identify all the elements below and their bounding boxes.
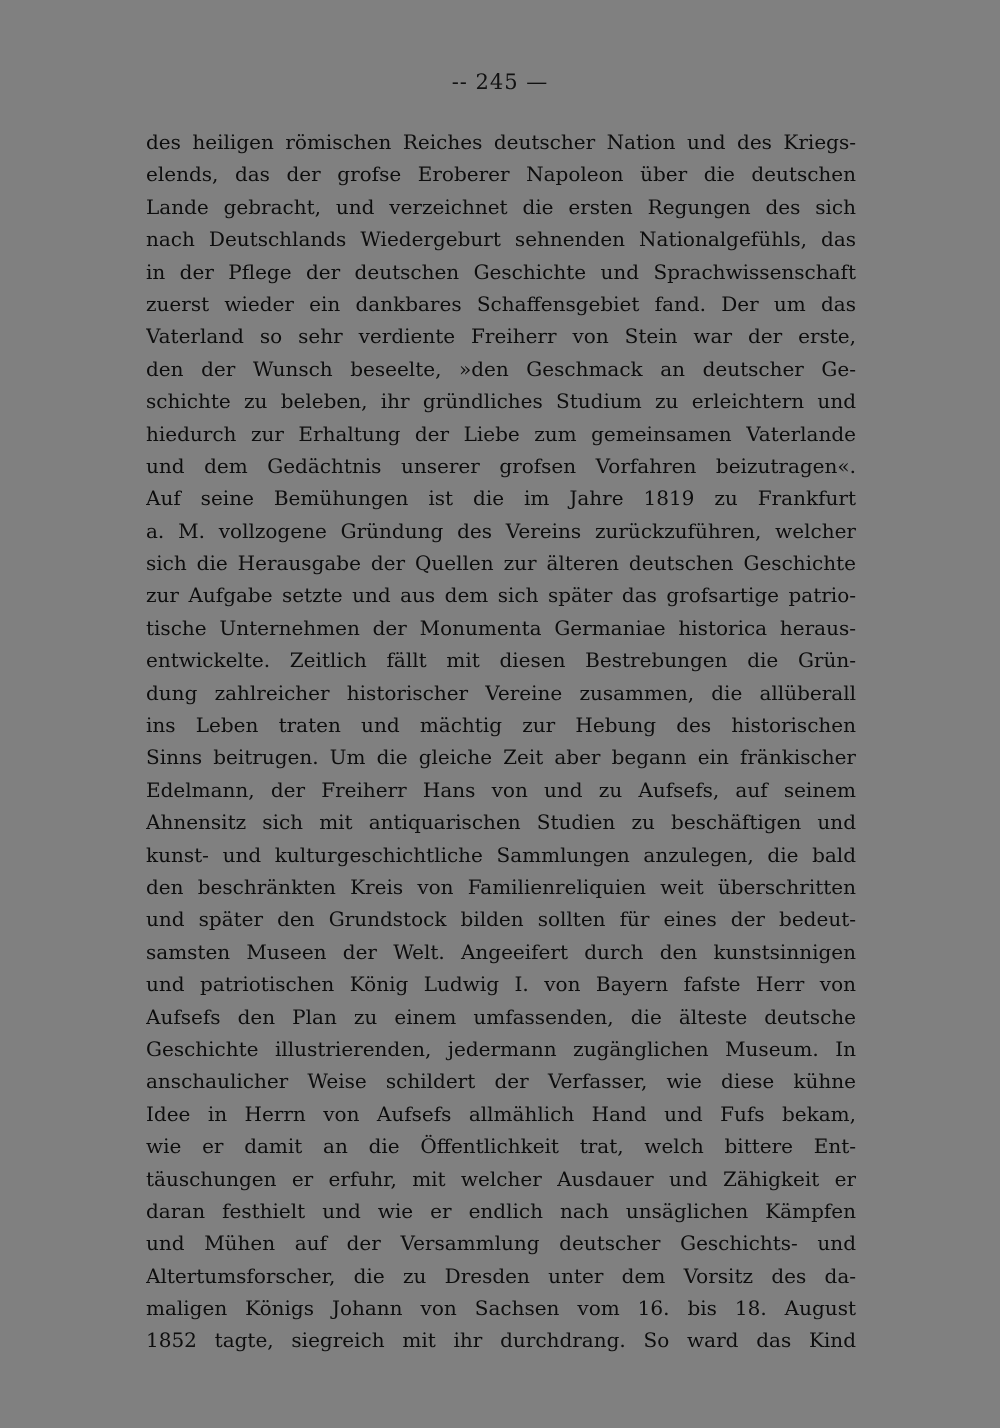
- text-line: Edelmann, der Freiherr Hans von und zu Aufsefs, auf seinem: [146, 777, 856, 802]
- text-line: zur Aufgabe setzte und aus dem sich später das grofsartige patrio-: [146, 583, 856, 608]
- text-line: samsten Museen der Welt. Angeeifert durch den kunstsinnigen: [146, 939, 856, 964]
- text-line: maligen Königs Johann von Sachsen vom 16. bis 18. August: [146, 1296, 856, 1321]
- text-line: und später den Grundstock bilden sollten für eines der bedeut-: [146, 907, 856, 932]
- text-line: daran festhielt und wie er endlich nach unsäglichen Kämpfen: [146, 1198, 856, 1223]
- page-number: -- 245 —: [451, 70, 549, 94]
- text-line: täuschungen er erfuhr, mit welcher Ausdauer und Zähigkeit er: [146, 1166, 856, 1191]
- text-line: Altertumsforscher, die zu Dresden unter dem Vorsitz des da-: [146, 1263, 856, 1288]
- text-line: nach Deutschlands Wiedergeburt sehnenden Nationalgefühls, das: [146, 227, 856, 252]
- text-line: Ahnensitz sich mit antiquarischen Studien zu beschäftigen und: [146, 810, 856, 835]
- text-line: dung zahlreicher historischer Vereine zusammen, die allüberall: [146, 680, 856, 705]
- text-line: in der Pflege der deutschen Geschichte und Sprachwissenschaft: [146, 259, 856, 284]
- text-line: Lande gebracht, und verzeichnet die ersten Regungen des sich: [146, 194, 856, 219]
- text-line: 1852 tagte, siegreich mit ihr durchdrang. So ward das Kind: [146, 1328, 856, 1353]
- text-line: anschaulicher Weise schildert der Verfasser, wie diese kühne: [146, 1069, 856, 1094]
- text-line: und dem Gedächtnis unserer grofsen Vorfahren beizutragen«.: [146, 453, 856, 478]
- text-line: a. M. vollzogene Gründung des Vereins zurückzuführen, welcher: [146, 518, 856, 543]
- text-line: Auf seine Bemühungen ist die im Jahre 1819 zu Frankfurt: [146, 486, 856, 511]
- text-line: tische Unternehmen der Monumenta Germaniae historica heraus-: [146, 615, 856, 640]
- text-line: kunst- und kulturgeschichtliche Sammlungen anzulegen, die bald: [146, 842, 856, 867]
- text-line: schichte zu beleben, ihr gründliches Studium zu erleichtern und: [146, 389, 856, 414]
- text-line: hiedurch zur Erhaltung der Liebe zum gemeinsamen Vaterlande: [146, 421, 856, 446]
- text-line: ins Leben traten und mächtig zur Hebung des historischen: [146, 713, 856, 738]
- text-line: Aufsefs den Plan zu einem umfassenden, die älteste deutsche: [146, 1004, 856, 1029]
- text-line: entwickelte. Zeitlich fällt mit diesen Bestrebungen die Grün-: [146, 648, 856, 673]
- text-line: elends, das der grofse Eroberer Napoleon über die deutschen: [146, 162, 856, 187]
- text-line: sich die Herausgabe der Quellen zur älteren deutschen Geschichte: [146, 551, 856, 576]
- text-line: zuerst wieder ein dankbares Schaffensgebiet fand. Der um das: [146, 291, 856, 316]
- text-line: und Mühen auf der Versammlung deutscher Geschichts- und: [146, 1231, 856, 1256]
- text-line: Geschichte illustrierenden, jedermann zugänglichen Museum. In: [146, 1036, 856, 1061]
- text-line: und patriotischen König Ludwig I. von Bayern fafste Herr von: [146, 972, 856, 997]
- text-line: den beschränkten Kreis von Familienreliquien weit überschritten: [146, 874, 856, 899]
- text-line: Vaterland so sehr verdiente Freiherr von Stein war der erste,: [146, 324, 856, 349]
- text-line: des heiligen römischen Reiches deutscher Nation und des Kriegs-: [146, 130, 856, 154]
- text-line: Idee in Herrn von Aufsefs allmählich Hand und Fufs bekam,: [146, 1101, 856, 1126]
- text-line: wie er damit an die Öffentlichkeit trat, welch bittere Ent-: [146, 1134, 856, 1159]
- body-text: [146, 126, 856, 1357]
- text-line: Sinns beitrugen. Um die gleiche Zeit aber begann ein fränkischer: [146, 745, 856, 770]
- text-line: den der Wunsch beseelte, »den Geschmack an deutscher Ge-: [146, 356, 856, 381]
